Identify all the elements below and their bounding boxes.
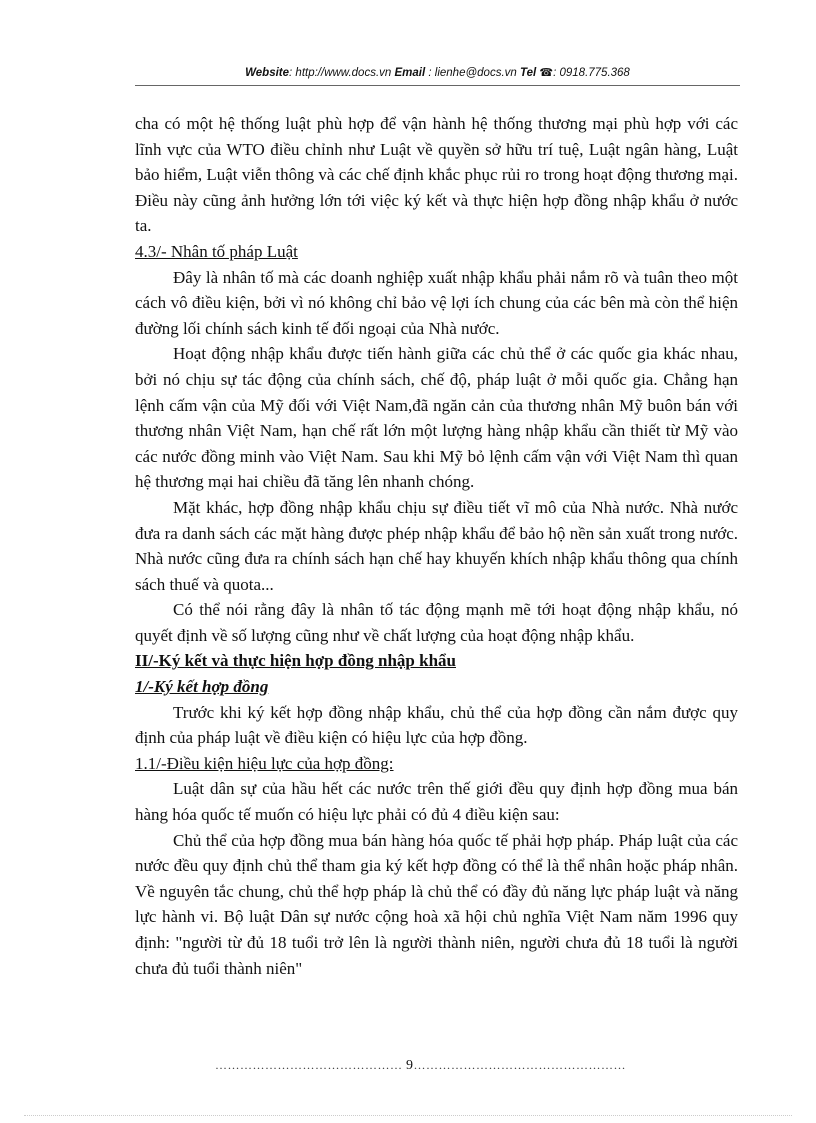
phone-icon: ☎ — [539, 67, 554, 79]
page-number: 9 — [406, 1058, 414, 1073]
paragraph-intro: cha có một hệ thống luật phù hợp để vận hành hệ thống thương mại phù hợp với các lĩnh vực của WTO điều chỉnh như Luật về quyền sở hữu trí tuệ, Luật ngân hàng, Luật bảo hiểm, Luật viễn thông và các chế định khắc phục rủi ro trong hoạt động thương mại. Điều này cũng ảnh hưởng lớn tới việc ký kết và thực hiện hợp đồng nhập khẩu ở nước ta. — [135, 114, 738, 236]
section-heading-1 — [135, 674, 738, 700]
chapter-heading-II-text: II/-Ký kết và thực hiện hợp đồng nhập khẩu — [135, 651, 456, 671]
chapter-heading-II — [135, 648, 738, 674]
paragraph-legal-factor: Đây là nhân tố mà các doanh nghiệp xuất nhập khẩu phải nắm rõ và tuân theo một cách vô điều kiện, bởi vì nó không chỉ bảo vệ lợi ích chung của các bên mà còn thể hiện đường lối chính sách kinh tế đối ngoại của Nhà nước. — [135, 267, 738, 338]
website-label: Website — [245, 67, 290, 79]
paragraph-state-regulation: Mặt khác, hợp đồng nhập khẩu chịu sự điều tiết vĩ mô của Nhà nước. Nhà nước đưa ra danh sách các mặt hàng được phép nhập khẩu để bảo hộ nền sản xuất trong nước. Nhà nước cũng đưa ra chính sách hạn chế hay khuyến khích nhập khẩu thông qua chính sách thuế và quota... — [135, 497, 738, 594]
email-label: Email — [394, 67, 426, 79]
paragraph-civil-law: Luật dân sự của hầu hết các nước trên thế giới đều quy định hợp đồng mua bán hàng hóa quốc tế muốn có hiệu lực phải có đủ 4 điều kiện sau: — [135, 779, 738, 825]
tel-number: : 0918.775.368 — [553, 67, 630, 79]
page-header — [135, 66, 740, 79]
section-heading-1-1 — [135, 751, 738, 777]
paragraph-import-activity: Hoạt động nhập khẩu được tiến hành giữa các chủ thể ở các quốc gia khác nhau, bởi nó chịu sự tác động của chính sách, chế độ, pháp luật ở mỗi quốc gia. Chẳng hạn lệnh cấm vận của Mỹ đối với Việt Nam,đã ngăn cản của thương nhân Mỹ buôn bán với thương nhân Việt Nam, hạn chế rất lớn một lượng hàng nhập khẩu cần thiết từ Mỹ vào các nước đồng minh vào Việt Nam. Sau khi Mỹ bỏ lệnh cấm vận với Việt Nam thì quan hệ thương mại hai chiều đã tăng lên nhanh chóng. — [135, 344, 738, 492]
footer-dots-right: …………………………………………… — [413, 1058, 626, 1072]
paragraph-legal-subject: Chủ thể của hợp đồng mua bán hàng hóa quốc tế phải hợp pháp. Pháp luật của các nước đều quy định chủ thể tham gia ký kết hợp đồng có thể là thể nhân hoặc pháp nhân. Về nguyên tắc chung, chủ thể hợp pháp là chủ thể có đầy đủ năng lực pháp luật và năng lực hành vi. Bộ luật Dân sự nước cộng hoà xã hội chủ nghĩa Việt Nam năm 1996 quy định: "người từ đủ 18 tuổi trở lên là người thành niên, người chưa đủ 18 tuổi là người chưa đủ tuổi thành niên" — [135, 830, 738, 978]
website-url[interactable]: : http://www.docs.vn — [289, 67, 392, 79]
paragraph-contract-signing: Trước khi ký kết hợp đồng nhập khẩu, chủ thể của hợp đồng cần nắm được quy định của pháp luật về điều kiện có hiệu lực của hợp đồng. — [135, 702, 738, 748]
section-heading-4-3 — [135, 239, 738, 265]
document-body — [135, 111, 738, 981]
tel-label: Tel — [519, 67, 537, 79]
page-footer — [215, 1058, 626, 1074]
page-edge-border — [24, 1115, 792, 1116]
section-heading-1-text: 1/-Ký kết hợp đồng — [135, 677, 269, 697]
section-heading-1-1-text: 1.1/-Điều kiện hiệu lực của hợp đồng: — [135, 753, 394, 773]
paragraph-conclusion: Có thể nói rằng đây là nhân tố tác động mạnh mẽ tới hoạt động nhập khẩu, nó quyết định về số lượng cũng như về chất lượng của hoạt động nhập khẩu. — [135, 600, 738, 645]
header-divider — [135, 85, 740, 86]
email-address[interactable]: : lienhe@docs.vn — [428, 67, 517, 79]
section-heading-4-3-text: 4.3/- Nhân tố pháp Luật — [135, 241, 298, 261]
footer-dots-left: ……………………………………… — [215, 1058, 403, 1072]
